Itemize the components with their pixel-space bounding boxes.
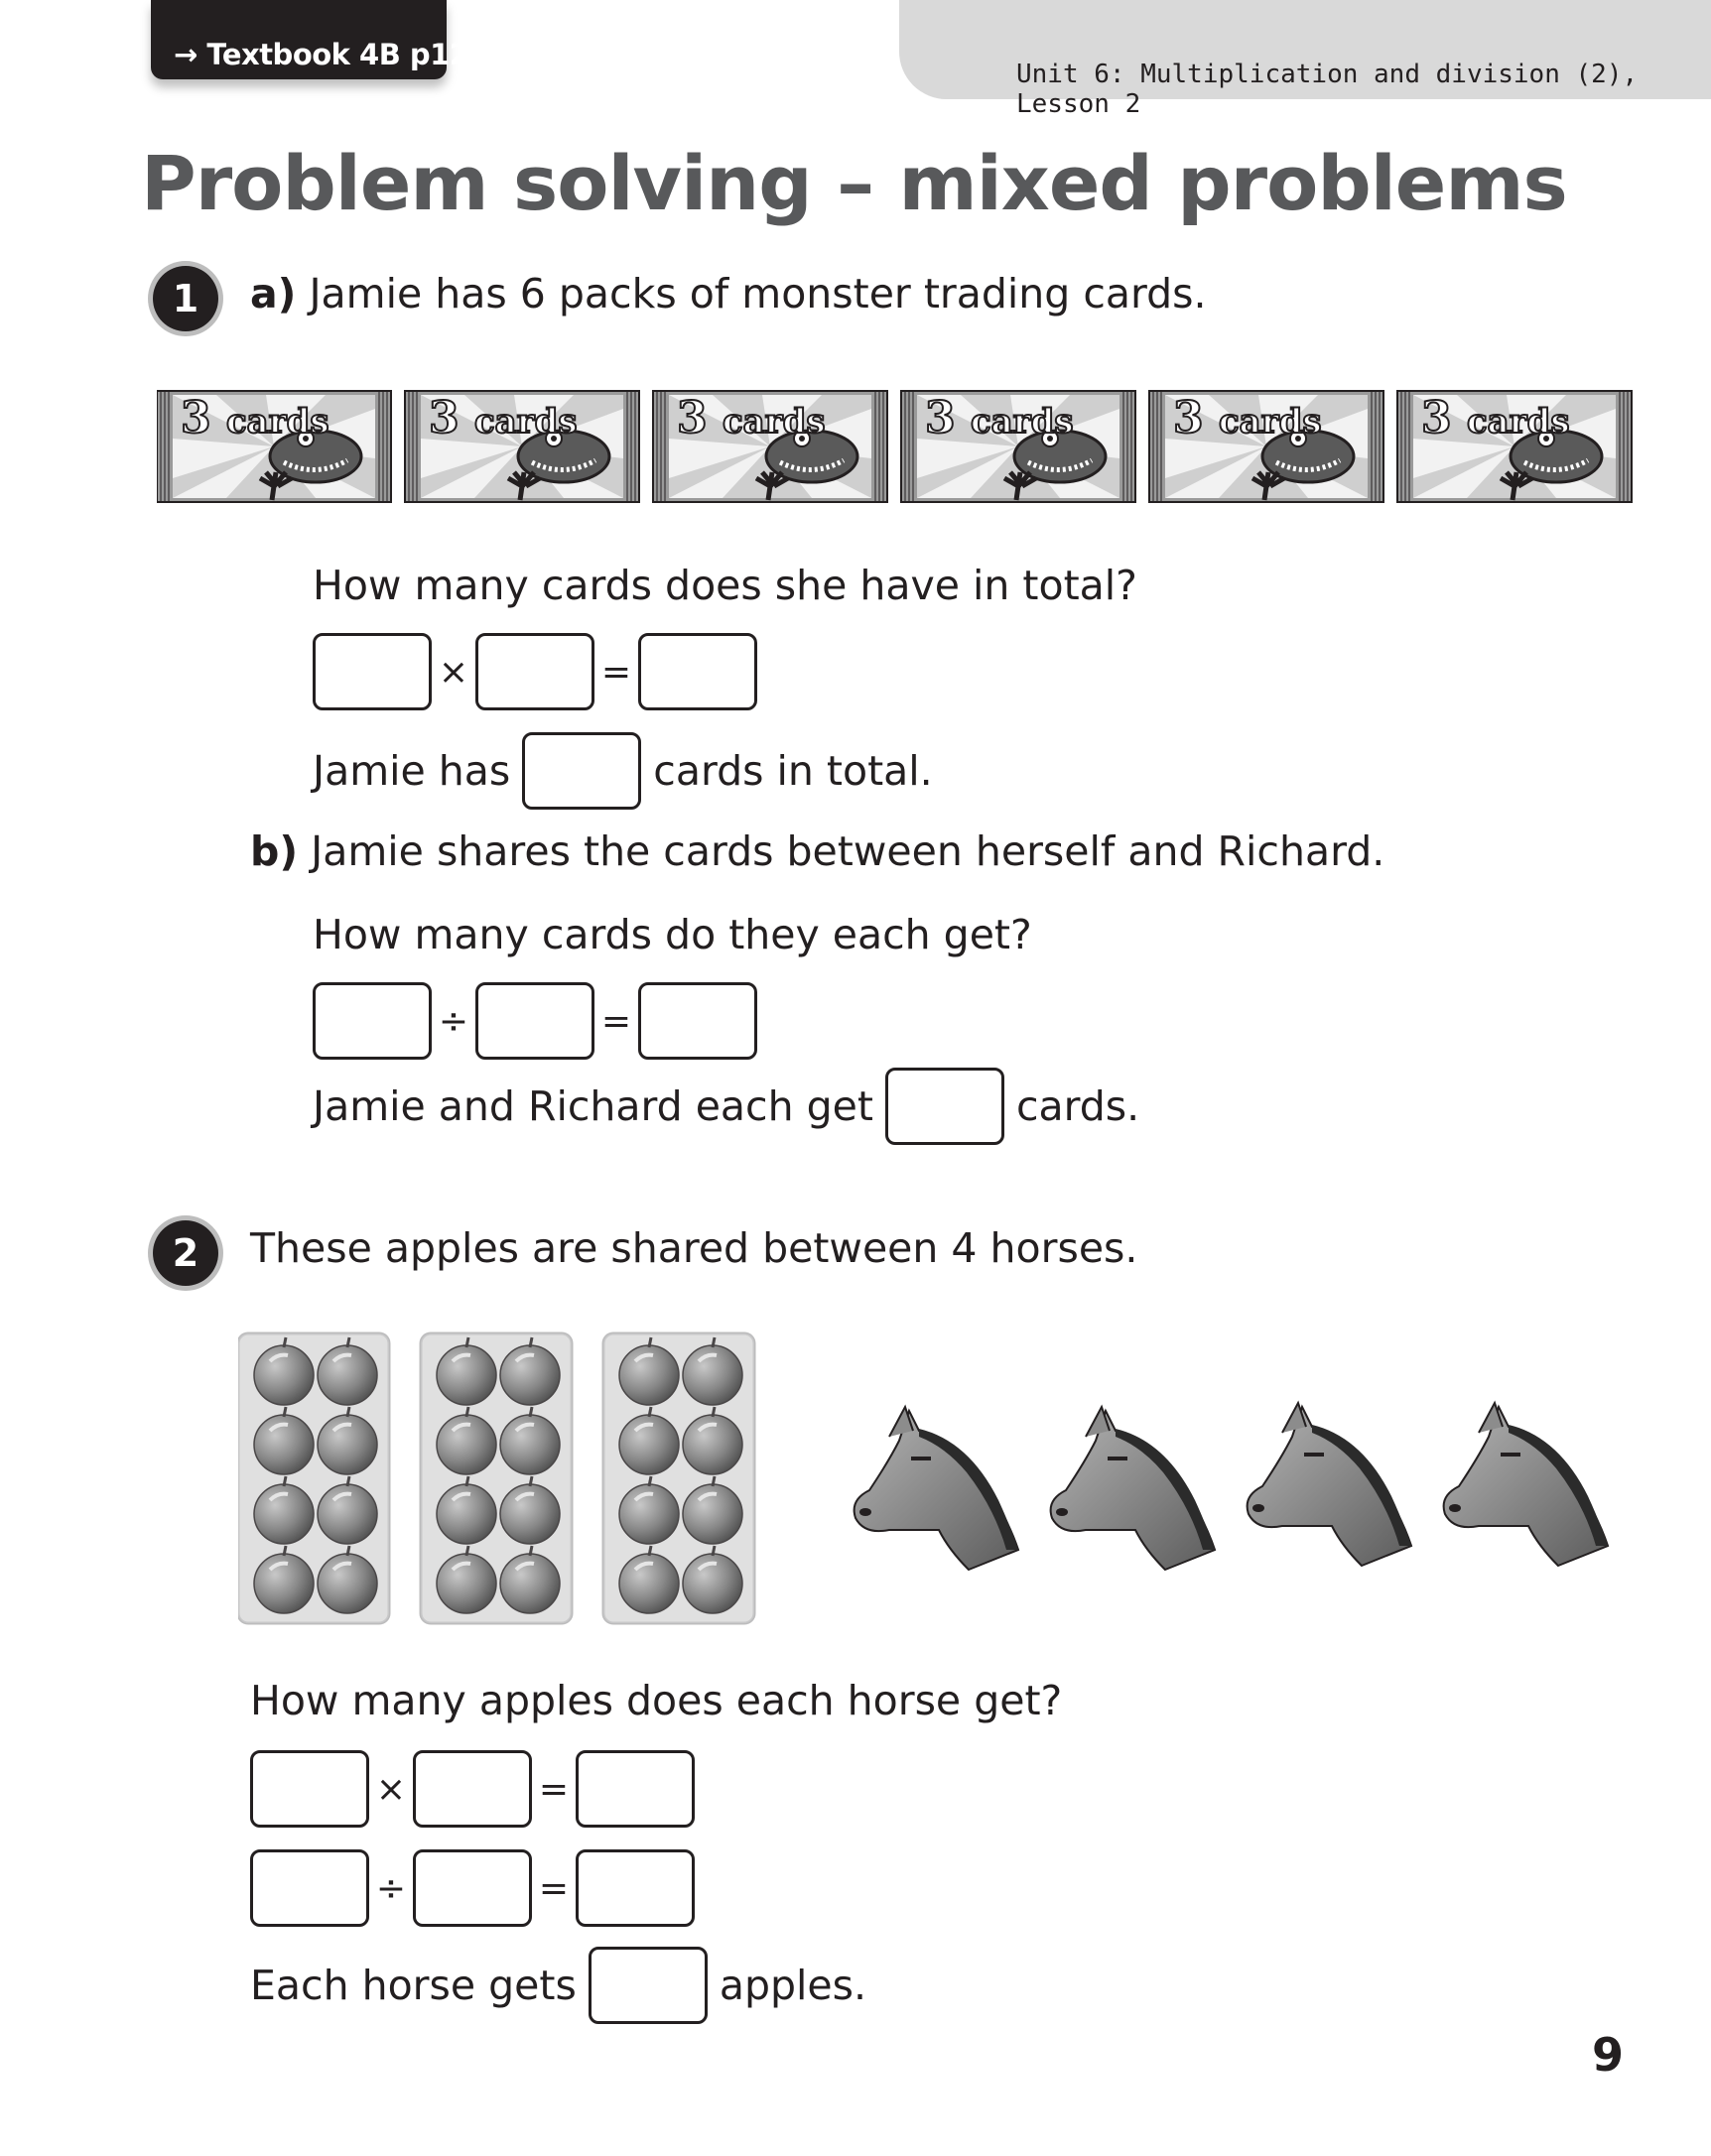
q1a-equation	[313, 633, 757, 710]
times-sign: ×	[438, 651, 469, 693]
horse-1	[855, 1407, 1018, 1570]
card-pack-labels	[157, 389, 1636, 508]
q1b-eq-box-3[interactable]	[638, 982, 757, 1060]
q2-answer-after: apples.	[719, 1962, 867, 2009]
q1a-answer-line	[313, 732, 933, 810]
equals-sign: =	[600, 651, 632, 693]
equals-sign: =	[538, 1867, 570, 1909]
pack-2-label: 3 cards	[429, 393, 578, 444]
q1b-answer-line	[313, 1068, 1139, 1145]
pack-6-label: 3 cards	[1421, 393, 1570, 444]
q2-answer-line	[250, 1947, 866, 2024]
pack-3-label: 3 cards	[677, 393, 826, 444]
q2-equation-divide	[250, 1849, 695, 1927]
q2-answer-box[interactable]	[589, 1947, 708, 2024]
pack-1-label: 3 cards	[181, 393, 329, 444]
divide-sign: ÷	[438, 1000, 469, 1042]
card-packs-row	[157, 389, 1636, 508]
q1b-equation	[313, 982, 757, 1060]
q2-equation-multiply	[250, 1750, 695, 1828]
q1a-eq-box-1[interactable]	[313, 633, 432, 710]
page-title: Problem solving – mixed problems	[141, 139, 1567, 227]
q1b-label: b)	[250, 827, 299, 875]
q1b-answer-box[interactable]	[885, 1068, 1004, 1145]
q1b-answer-before: Jamie and Richard each get	[313, 1082, 873, 1130]
q2-div-box-2[interactable]	[413, 1849, 532, 1927]
q1a-label: a)	[250, 270, 297, 317]
q2-div-box-1[interactable]	[250, 1849, 369, 1927]
q1b-text: Jamie shares the cards between herself and Richard.	[311, 827, 1385, 875]
q1b-eq-box-2[interactable]	[475, 982, 594, 1060]
apple-bag-1	[238, 1333, 389, 1623]
page-number: 9	[1592, 2028, 1625, 2082]
q2-mult-box-1[interactable]	[250, 1750, 369, 1828]
q2-div-box-3[interactable]	[576, 1849, 695, 1927]
q1b-answer-after: cards.	[1015, 1082, 1140, 1130]
horse-2	[1051, 1407, 1215, 1570]
question-1b-prompt: How many cards do they each get?	[313, 911, 1032, 958]
q1a-eq-box-3[interactable]	[638, 633, 757, 710]
question-1b-line	[250, 827, 1384, 875]
equals-sign: =	[600, 1000, 632, 1042]
question-2-badge: 2	[153, 1220, 218, 1286]
apples-and-horses	[238, 1330, 1628, 1627]
textbook-reference[interactable]: → Textbook 4B p12	[174, 38, 469, 71]
unit-lesson-label: Unit 6: Multiplication and division (2), Lesson 2	[1016, 60, 1639, 119]
apple-bag-2	[421, 1333, 572, 1623]
divide-sign: ÷	[375, 1867, 407, 1909]
pack-5-label: 3 cards	[1173, 393, 1322, 444]
apples-horses-illustration	[238, 1330, 1628, 1627]
apple-bag-3	[603, 1333, 754, 1623]
horse-4	[1444, 1403, 1608, 1566]
equals-sign: =	[538, 1768, 570, 1810]
pack-4-label: 3 cards	[925, 393, 1074, 444]
question-1-badge: 1	[153, 266, 218, 331]
q2-mult-box-3[interactable]	[576, 1750, 695, 1828]
question-2-text: These apples are shared between 4 horses.	[250, 1224, 1138, 1272]
horse-3	[1248, 1403, 1411, 1566]
times-sign: ×	[375, 1768, 407, 1810]
q2-answer-before: Each horse gets	[250, 1962, 577, 2009]
q1a-answer-after: cards in total.	[653, 747, 933, 795]
q1a-eq-box-2[interactable]	[475, 633, 594, 710]
q2-mult-box-2[interactable]	[413, 1750, 532, 1828]
q1b-eq-box-1[interactable]	[313, 982, 432, 1060]
question-2-prompt: How many apples does each horse get?	[250, 1677, 1063, 1724]
q1a-answer-box[interactable]	[522, 732, 641, 810]
question-1a-prompt: How many cards does she have in total?	[313, 562, 1137, 609]
q1a-text: Jamie has 6 packs of monster trading cards.	[309, 270, 1207, 317]
question-1a-line	[250, 270, 1207, 317]
q1a-answer-before: Jamie has	[313, 747, 511, 795]
